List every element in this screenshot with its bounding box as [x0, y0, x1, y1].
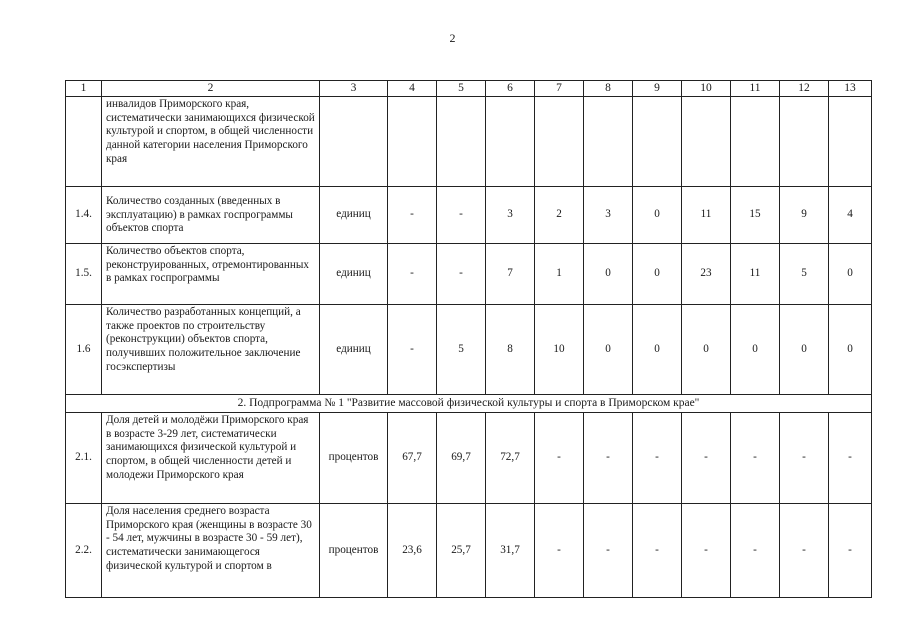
value-cell: -	[633, 413, 682, 504]
value-cell: 5	[437, 305, 486, 395]
value-cell	[633, 97, 682, 187]
value-cell: 15	[731, 187, 780, 244]
value-cell: -	[584, 504, 633, 598]
value-cell: -	[731, 413, 780, 504]
column-header: 13	[829, 81, 872, 97]
value-cell: -	[633, 504, 682, 598]
value-cell	[388, 97, 437, 187]
table-row	[66, 504, 872, 598]
indicators-table	[65, 80, 872, 598]
indicator-name: инвалидов Приморского края, систематически занимающихся физической культурой и спортом, в общей численности данной категории населения Приморского края	[102, 97, 320, 187]
value-cell: 25,7	[437, 504, 486, 598]
value-cell: 0	[633, 305, 682, 395]
value-cell	[682, 97, 731, 187]
value-cell	[584, 97, 633, 187]
value-cell: 31,7	[486, 504, 535, 598]
row-number: 1.6	[66, 305, 102, 395]
value-cell: 0	[633, 187, 682, 244]
column-header: 11	[731, 81, 780, 97]
column-header: 10	[682, 81, 731, 97]
value-cell: -	[388, 187, 437, 244]
indicator-name: Количество созданных (введенных в эксплуатацию) в рамках госпрограммы объектов спорта	[102, 187, 320, 244]
value-cell: -	[584, 413, 633, 504]
row-number: 1.4.	[66, 187, 102, 244]
row-number: 1.5.	[66, 244, 102, 305]
value-cell: -	[535, 504, 584, 598]
value-cell	[780, 97, 829, 187]
indicator-name: Количество объектов спорта, реконструированных, отремонтированных в рамках госпрограммы	[102, 244, 320, 305]
page-number: 2	[449, 31, 456, 45]
value-cell: -	[535, 413, 584, 504]
unit-cell: процентов	[320, 413, 388, 504]
column-header: 4	[388, 81, 437, 97]
indicator-name: Доля населения среднего возраста Приморского края (женщины в возрасте 30 - 54 лет, мужчины в возрасте 30 - 59 лет), систематически занимающегося физической культурой и спортом в	[102, 504, 320, 598]
value-cell	[535, 97, 584, 187]
column-header: 6	[486, 81, 535, 97]
value-cell: -	[829, 504, 872, 598]
value-cell: 3	[486, 187, 535, 244]
value-cell: -	[437, 187, 486, 244]
value-cell: 9	[780, 187, 829, 244]
column-header: 1	[66, 81, 102, 97]
value-cell: 11	[682, 187, 731, 244]
table-row	[66, 244, 872, 305]
value-cell: 11	[731, 244, 780, 305]
column-header: 5	[437, 81, 486, 97]
value-cell: -	[388, 305, 437, 395]
value-cell: 0	[829, 244, 872, 305]
indicator-name: Количество разработанных концепций, а также проектов по строительству (реконструкции) объектов спорта, получивших положительное заключение госэкспертизы	[102, 305, 320, 395]
row-number: 2.2.	[66, 504, 102, 598]
value-cell: 4	[829, 187, 872, 244]
value-cell: 0	[682, 305, 731, 395]
value-cell	[829, 97, 872, 187]
column-header: 12	[780, 81, 829, 97]
column-number-row	[66, 81, 872, 97]
section-row	[66, 395, 872, 413]
table-row	[66, 97, 872, 187]
column-header: 8	[584, 81, 633, 97]
value-cell: 23,6	[388, 504, 437, 598]
value-cell: 0	[584, 244, 633, 305]
value-cell: -	[731, 504, 780, 598]
value-cell: 72,7	[486, 413, 535, 504]
value-cell: -	[780, 413, 829, 504]
row-number	[66, 97, 102, 187]
value-cell: 7	[486, 244, 535, 305]
value-cell: -	[388, 244, 437, 305]
value-cell: 0	[731, 305, 780, 395]
value-cell: 23	[682, 244, 731, 305]
column-header: 9	[633, 81, 682, 97]
value-cell: 0	[780, 305, 829, 395]
table-row	[66, 413, 872, 504]
value-cell: 10	[535, 305, 584, 395]
unit-cell: единиц	[320, 244, 388, 305]
value-cell: -	[780, 504, 829, 598]
value-cell: 0	[633, 244, 682, 305]
column-header: 3	[320, 81, 388, 97]
value-cell: -	[437, 244, 486, 305]
unit-cell: процентов	[320, 504, 388, 598]
value-cell: 1	[535, 244, 584, 305]
value-cell: 5	[780, 244, 829, 305]
value-cell: 69,7	[437, 413, 486, 504]
value-cell	[437, 97, 486, 187]
unit-cell: единиц	[320, 187, 388, 244]
value-cell: 0	[584, 305, 633, 395]
value-cell: 8	[486, 305, 535, 395]
value-cell: -	[682, 504, 731, 598]
indicator-name: Доля детей и молодёжи Приморского края в возрасте 3-29 лет, систематически занимающихся физической культурой и спортом, в общей численности детей и молодежи Приморского края	[102, 413, 320, 504]
table-row	[66, 305, 872, 395]
value-cell: 2	[535, 187, 584, 244]
section-title: 2. Подпрограмма № 1 "Развитие массовой физической культуры и спорта в Приморском крае"	[66, 395, 872, 413]
table-row	[66, 187, 872, 244]
value-cell	[731, 97, 780, 187]
column-header: 7	[535, 81, 584, 97]
unit-cell: единиц	[320, 305, 388, 395]
value-cell	[486, 97, 535, 187]
value-cell: -	[682, 413, 731, 504]
value-cell: 67,7	[388, 413, 437, 504]
unit-cell	[320, 97, 388, 187]
row-number: 2.1.	[66, 413, 102, 504]
value-cell: 0	[829, 305, 872, 395]
column-header: 2	[102, 81, 320, 97]
value-cell: -	[829, 413, 872, 504]
value-cell: 3	[584, 187, 633, 244]
